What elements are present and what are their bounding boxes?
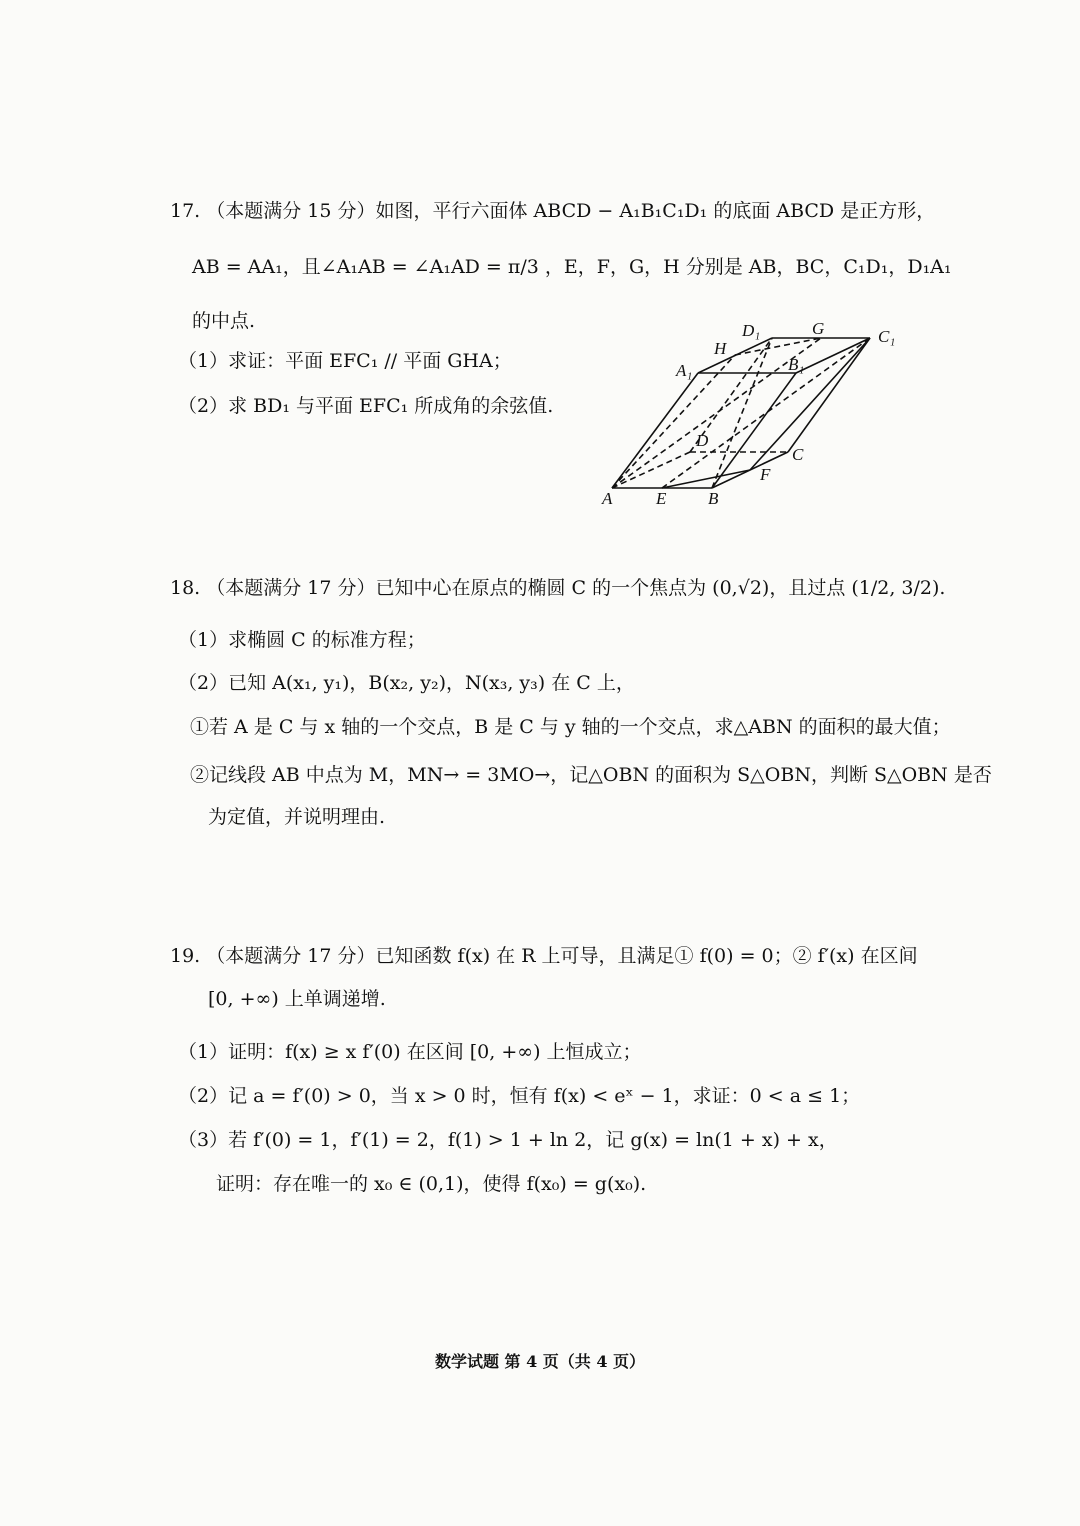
- q18-part1: （1）求椭圆 C 的标准方程；: [178, 629, 426, 651]
- label-D1: D₁: [742, 321, 761, 340]
- label-F: F: [760, 465, 771, 484]
- q19-part3: （3）若 f′(0) = 1，f′(1) = 2，f(1) > 1 + ln 2，记 g(x) = ln(1 + x) + x，: [178, 1129, 838, 1151]
- label-B1: B₁: [788, 355, 805, 374]
- label-C1: C₁: [878, 327, 896, 346]
- q19-line1: 19. （本题满分 17 分）已知函数 f(x) 在 R 上可导，且满足① f(0) = 0；② f′(x) 在区间: [170, 945, 918, 967]
- q18-part2: （2）已知 A(x₁, y₁)，B(x₂, y₂)，N(x₃, y₃) 在 C 上，: [178, 672, 635, 694]
- q18-sub2b: 为定值，并说明理由.: [208, 806, 386, 828]
- q19-part2: （2）记 a = f′(0) > 0，当 x > 0 时，恒有 f(x) < eˣ − 1，求证：0 < a ≤ 1；: [178, 1085, 861, 1107]
- q17-part1: （1）求证：平面 EFC₁ // 平面 GHA；: [178, 350, 512, 372]
- q17-line1: 17. （本题满分 15 分）如图，平行六面体 ABCD − A₁B₁C₁D₁ 的底面 ABCD 是正方形，: [170, 200, 936, 222]
- label-E: E: [656, 489, 667, 508]
- label-G: G: [812, 319, 825, 338]
- label-A1: A₁: [676, 361, 693, 380]
- label-B: B: [708, 489, 719, 508]
- edge-B1C1: [796, 338, 870, 373]
- q17-line2: AB = AA₁，且∠A₁AB = ∠A₁AD = π/3 ，E，F，G，H 分别是 AB，BC，C₁D₁，D₁A₁: [192, 256, 952, 278]
- label-D: D: [696, 431, 709, 450]
- q18-sub2: ②记线段 AB 中点为 M，MN→ = 3MO→，记△OBN 的面积为 S△OBN，判断 S△OBN 是否: [190, 764, 992, 786]
- parallelepiped-svg: [600, 318, 912, 510]
- q17-line3: 的中点.: [192, 310, 256, 332]
- label-H: H: [714, 339, 727, 358]
- edge-AA1: [612, 373, 698, 488]
- q17-part2: （2）求 BD₁ 与平面 EFC₁ 所成角的余弦值.: [178, 395, 554, 417]
- edge-BB1: [712, 373, 796, 488]
- parallelepiped-figure: [600, 318, 912, 510]
- q19-part1: （1）证明：f(x) ≥ x f′(0) 在区间 [0, +∞) 上恒成立；: [178, 1041, 642, 1063]
- q19-part3b: 证明：存在唯一的 x₀ ∈ (0,1)，使得 f(x₀) = g(x₀).: [216, 1173, 647, 1195]
- page-footer: 数学试题 第 4 页（共 4 页）: [434, 1352, 646, 1371]
- edge-AH: [612, 355, 735, 488]
- edge-C1F: [750, 338, 870, 470]
- q18-line1: 18. （本题满分 17 分）已知中心在原点的椭圆 C 的一个焦点为 (0,√2)，且过点 (1/2, 3/2).: [170, 577, 946, 599]
- q18-sub1: ①若 A 是 C 与 x 轴的一个交点，B 是 C 与 y 轴的一个交点，求△ABN 的面积的最大值；: [190, 716, 951, 738]
- q19-line2: [0, +∞) 上单调递增.: [208, 988, 386, 1010]
- edge-AD: [612, 452, 690, 488]
- label-C: C: [792, 445, 804, 464]
- label-A: A: [602, 489, 613, 508]
